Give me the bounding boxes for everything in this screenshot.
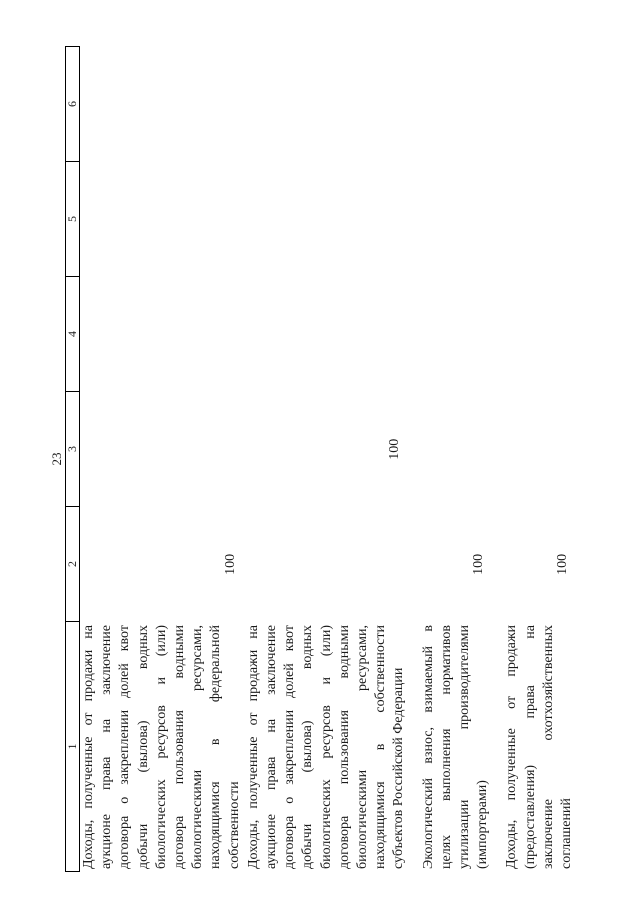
description-line: (импортерами) (475, 780, 491, 869)
description-line: биологических ресурсов и (или) (318, 625, 334, 869)
value-cell-col-3 (245, 392, 409, 507)
description-line: находящимися в собственности (373, 625, 389, 869)
description-line: биологическими ресурсами, (355, 625, 371, 869)
row-description (80, 622, 244, 872)
description-line: добычи (вылова) водных (135, 625, 151, 869)
description-line: Доходы, полученные от продажи на (81, 625, 96, 869)
description-line: биологическими ресурсами, (190, 625, 206, 869)
description-line: договора о закреплении долей квот (117, 625, 133, 869)
value-cell-col-4 (245, 276, 409, 391)
row-value: 100 (555, 553, 571, 575)
table-row (503, 46, 576, 872)
description-line: заключение охотхозяйственных (540, 625, 556, 869)
value-cell-col-6 (503, 46, 576, 161)
table-row (80, 46, 244, 872)
header-cell-col-2: 2 (66, 507, 79, 622)
description-line: договора пользования водными (172, 625, 188, 869)
header-cell-col-5: 5 (66, 162, 79, 277)
description-line: собственности (226, 781, 242, 869)
header-cell-col-6: 6 (66, 47, 79, 162)
value-cell-col-2 (245, 507, 409, 622)
value-cell-col-3 (503, 392, 576, 507)
description-line: договора пользования водными (336, 625, 352, 869)
rotated-table-frame (48, 46, 608, 872)
value-cell-col-5 (503, 161, 576, 276)
table-header (65, 46, 80, 872)
value-cell-col-2 (80, 507, 244, 622)
header-cell-col-3: 3 (66, 392, 79, 507)
value-cell-col-2 (420, 507, 493, 622)
row-value: 100 (222, 553, 238, 575)
description-line: утилизации производителями (457, 625, 473, 869)
value-cell-col-5 (245, 161, 409, 276)
row-value: 100 (471, 553, 487, 575)
description-line: субъектов Российской Федерации (391, 667, 407, 869)
value-cell-col-6 (420, 46, 493, 161)
description-line: аукционе права на заключение (264, 625, 280, 869)
description-line: Доходы, полученные от продажи на (245, 625, 261, 869)
header-cell-col-1: 1 (65, 743, 79, 750)
description-line: Доходы, полученные от продажи (504, 625, 520, 869)
value-cell-col-2 (503, 507, 576, 622)
value-cell-col-3 (80, 392, 244, 507)
row-description (245, 622, 409, 872)
page-number: 23 (49, 452, 64, 466)
value-cell-col-5 (80, 161, 244, 276)
row-description (420, 622, 493, 872)
table-row (245, 46, 409, 872)
value-cell-col-4 (420, 276, 493, 391)
description-line: (предоставления) права на (522, 625, 538, 869)
description-line: Экологический взнос, взимаемый в (420, 625, 436, 869)
description-line: аукционе права на заключение (99, 625, 115, 869)
description-line: соглашений (559, 798, 575, 869)
table-body (80, 46, 576, 872)
value-cell-col-4 (503, 276, 576, 391)
value-cell-col-6 (80, 46, 244, 161)
value-cell-col-6 (245, 46, 409, 161)
row-value: 100 (387, 438, 403, 460)
description-line: находящимися в федеральной (208, 625, 224, 869)
description-line: договора о закреплении долей квот (282, 625, 298, 869)
description-line: биологических ресурсов и (или) (153, 625, 169, 869)
description-line: целях выполнения нормативов (438, 625, 454, 869)
row-description (503, 622, 576, 872)
description-line: добычи (вылова) водных (300, 625, 316, 869)
header-cell-col-4: 4 (66, 277, 79, 392)
value-cell-col-3 (420, 392, 493, 507)
value-cell-col-4 (80, 276, 244, 391)
value-cell-col-5 (420, 161, 493, 276)
table-row (420, 46, 493, 872)
